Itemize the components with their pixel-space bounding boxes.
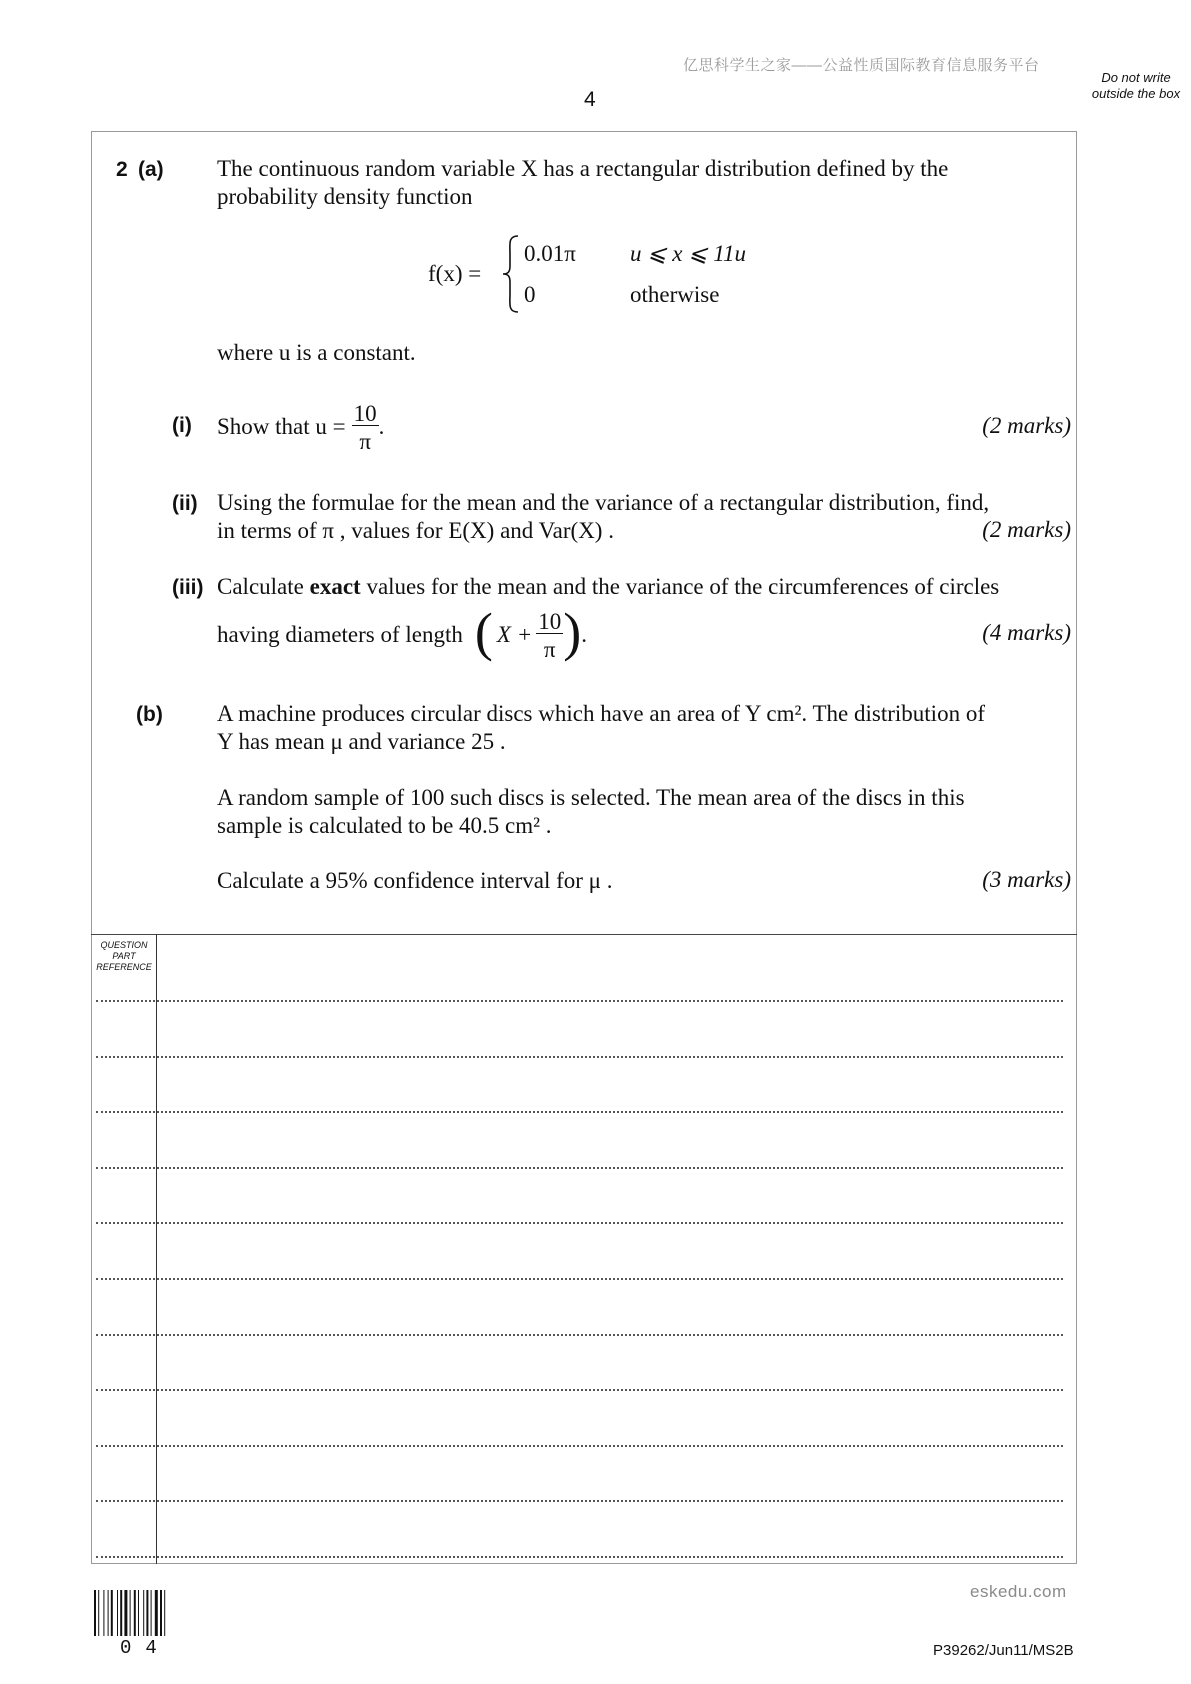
sub-i-text (217, 396, 384, 458)
sub-i-frac-den: π (352, 425, 379, 453)
part-b-para2-line2: sample is calculated to be 40.5 cm² . (217, 813, 552, 838)
barcode-number: 04 (120, 1637, 171, 1659)
sub-iii-marks: (4 marks) (982, 620, 1071, 645)
sub-i-label: (i) (172, 414, 192, 437)
pdf-condition-1: u ⩽ x ⩽ 11u (630, 241, 747, 266)
answer-line[interactable] (96, 1167, 1063, 1169)
sub-iii-frac-num: 10 (538, 608, 562, 634)
pdf-value-1: 0.01π (524, 241, 576, 266)
answer-line[interactable] (96, 1556, 1063, 1558)
left-paren-icon: ( (474, 602, 493, 662)
sub-iii-expr-var: X + (496, 622, 533, 647)
answer-line[interactable] (96, 1111, 1063, 1113)
part-a-label: (a) (138, 158, 164, 181)
barcode-icon (93, 1590, 195, 1636)
question-part-reference-label: QUESTION PART REFERENCE (96, 940, 152, 972)
answer-line[interactable] (96, 1222, 1063, 1224)
sub-i-prefix: Show that u = (217, 414, 346, 439)
sub-ii-line2: in terms of π , values for E(X) and Var(X) . (217, 518, 614, 543)
part-b-para3: Calculate a 95% confidence interval for μ . (217, 868, 613, 893)
sub-iii-fraction (536, 610, 563, 661)
question-number: 2 (116, 158, 128, 181)
answer-line[interactable] (96, 1056, 1063, 1058)
reference-column-line (156, 934, 157, 1564)
page-number: 4 (584, 88, 596, 111)
sub-i-fraction (352, 402, 379, 453)
answer-line[interactable] (96, 1500, 1063, 1502)
sub-iii-line2 (217, 602, 587, 668)
part-b-marks: (3 marks) (982, 867, 1071, 892)
answer-line[interactable] (96, 1389, 1063, 1391)
sub-iii-line1 (217, 573, 1077, 601)
answer-line[interactable] (96, 1334, 1063, 1336)
sub-ii-line1: Using the formulae for the mean and the variance of a rectangular distribution, find, (217, 490, 990, 515)
sub-iii-frac-den: π (536, 633, 563, 661)
part-b-para2 (217, 784, 1077, 840)
sub-iii-line1-pre: Calculate (217, 574, 310, 599)
pdf-lhs: f(x) = (428, 261, 482, 286)
sub-iii-suffix: . (581, 622, 587, 647)
part-b-label: (b) (136, 703, 163, 726)
part-b-para2-line1: A random sample of 100 such discs is selected. The mean area of the discs in this (217, 785, 965, 810)
right-paren-icon: ) (563, 602, 582, 662)
pdf-value-2: 0 (524, 282, 536, 307)
header-watermark: 亿思科学生之家——公益性质国际教育信息服务平台 (683, 57, 1040, 74)
sub-i-frac-num: 10 (353, 400, 377, 426)
margin-note: Do not write outside the box (1091, 70, 1181, 101)
part-a-intro-line1: The continuous random variable X has a rectangular distribution defined by the (217, 156, 949, 181)
sub-ii-marks: (2 marks) (982, 517, 1071, 542)
sub-iii-line1-bold: exact (309, 574, 361, 599)
footer-watermark: eskedu.com (970, 1582, 1067, 1601)
left-brace-icon (500, 234, 522, 314)
paper-reference: P39262/Jun11/MS2B (933, 1642, 1074, 1659)
answer-line[interactable] (96, 1000, 1063, 1002)
answer-line[interactable] (96, 1278, 1063, 1280)
part-a-intro (217, 155, 1077, 211)
pdf-condition-2: otherwise (630, 282, 720, 307)
part-a-intro-line2: probability density function (217, 184, 473, 209)
sub-ii-label: (ii) (172, 492, 198, 515)
sub-iii-line2-pre: having diameters of length (217, 622, 463, 647)
sub-iii-line1-post: values for the mean and the variance of the circumferences of circles (360, 574, 1000, 599)
constant-note: where u is a constant. (217, 340, 416, 365)
sub-i-marks: (2 marks) (982, 413, 1071, 438)
sub-iii-label: (iii) (172, 576, 204, 599)
answer-line[interactable] (96, 1445, 1063, 1447)
answer-area-divider (91, 934, 1077, 935)
part-b-para1-line2: Y has mean μ and variance 25 . (217, 729, 506, 754)
part-b-para1 (217, 700, 1077, 756)
part-b-para1-line1: A machine produces circular discs which have an area of Y cm². The distribution of (217, 701, 985, 726)
sub-i-suffix: . (378, 414, 385, 439)
